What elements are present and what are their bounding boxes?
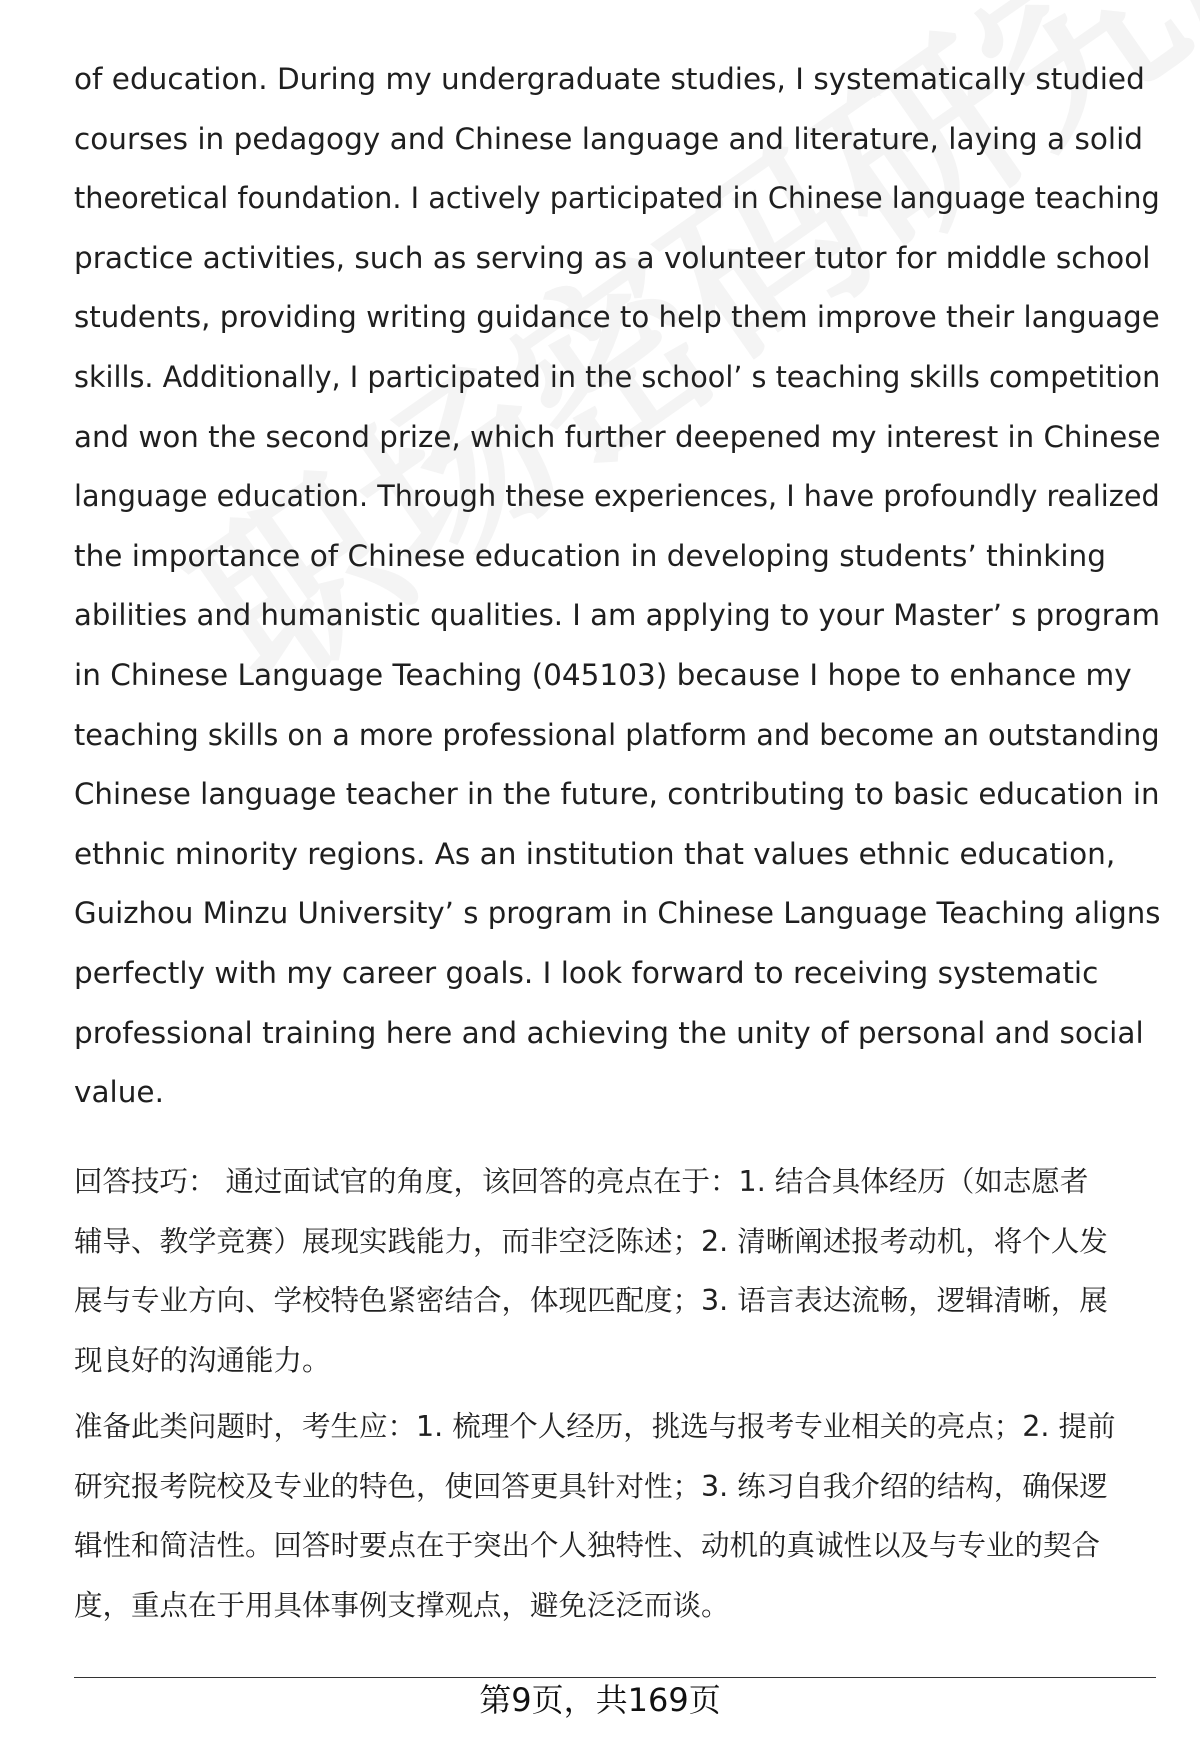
paragraph-line: and won the second prize, which further deepened my interest in Chinese <box>74 419 1161 454</box>
paragraph-line: ethnic minority regions. As an institution that values ethnic education, <box>74 836 1116 871</box>
page-number: 第9页，共169页 <box>479 1681 721 1719</box>
tips-line: 现良好的沟通能力。 <box>74 1343 331 1377</box>
english-paragraph <box>74 50 1160 1123</box>
paragraph-line: Guizhou Minzu University’ s program in Chinese Language Teaching aligns <box>74 896 1161 931</box>
paragraph-line: practice activities, such as serving as a volunteer tutor for middle school <box>74 240 1151 275</box>
answer-tips-paragraph <box>74 1152 1160 1390</box>
preparation-line: 准备此类问题时，考生应：1. 梳理个人经历，挑选与报考专业相关的亮点；2. 提前 <box>74 1410 1116 1443</box>
paragraph-line: Chinese language teacher in the future, contributing to basic education in <box>74 777 1160 812</box>
paragraph-line: professional training here and achieving the unity of personal and social <box>74 1015 1144 1050</box>
footer-divider <box>74 1677 1156 1678</box>
paragraph-line: language education. Through these experiences, I have profoundly realized <box>74 479 1160 514</box>
paragraph-line: theoretical foundation. I actively participated in Chinese language teaching <box>74 181 1160 216</box>
paragraph-line: teaching skills on a more professional platform and become an outstanding <box>74 717 1160 752</box>
paragraph-line: skills. Additionally, I participated in the school’ s teaching skills competition <box>74 359 1161 394</box>
preparation-line: 度，重点在于用具体事例支撑观点，避免泛泛而谈。 <box>74 1588 730 1622</box>
paragraph-line: in Chinese Language Teaching (045103) because I hope to enhance my <box>74 657 1132 692</box>
paragraph-line: perfectly with my career goals. I look forward to receiving systematic <box>74 955 1099 990</box>
preparation-line: 辑性和简洁性。回答时要点在于突出个人独特性、动机的真诚性以及与专业的契合 <box>74 1529 1101 1562</box>
paragraph-line: the importance of Chinese education in developing students’ thinking <box>74 538 1106 573</box>
paragraph-line: students, providing writing guidance to help them improve their language <box>74 300 1160 335</box>
tips-line: 展与专业方向、学校特色紧密结合，体现匹配度；3. 语言表达流畅，逻辑清晰，展 <box>74 1284 1108 1317</box>
paragraph-line: abilities and humanistic qualities. I am applying to your Master’ s program <box>74 598 1160 633</box>
preparation-paragraph <box>74 1397 1160 1635</box>
preparation-line: 研究报考院校及专业的特色，使回答更具针对性；3. 练习自我介绍的结构，确保逻 <box>74 1469 1108 1503</box>
tips-line: 回答技巧： 通过面试官的角度，该回答的亮点在于：1. 结合具体经历（如志愿者 <box>74 1165 1089 1198</box>
paragraph-line: of education. During my undergraduate studies, I systematically studied <box>74 62 1145 96</box>
paragraph-line: value. <box>74 1075 164 1110</box>
paragraph-line: courses in pedagogy and Chinese language and literature, laying a solid <box>74 121 1144 156</box>
tips-line: 辅导、教学竞赛）展现实践能力，而非空泛陈述；2. 清晰阐述报考动机，将个人发 <box>74 1224 1108 1258</box>
